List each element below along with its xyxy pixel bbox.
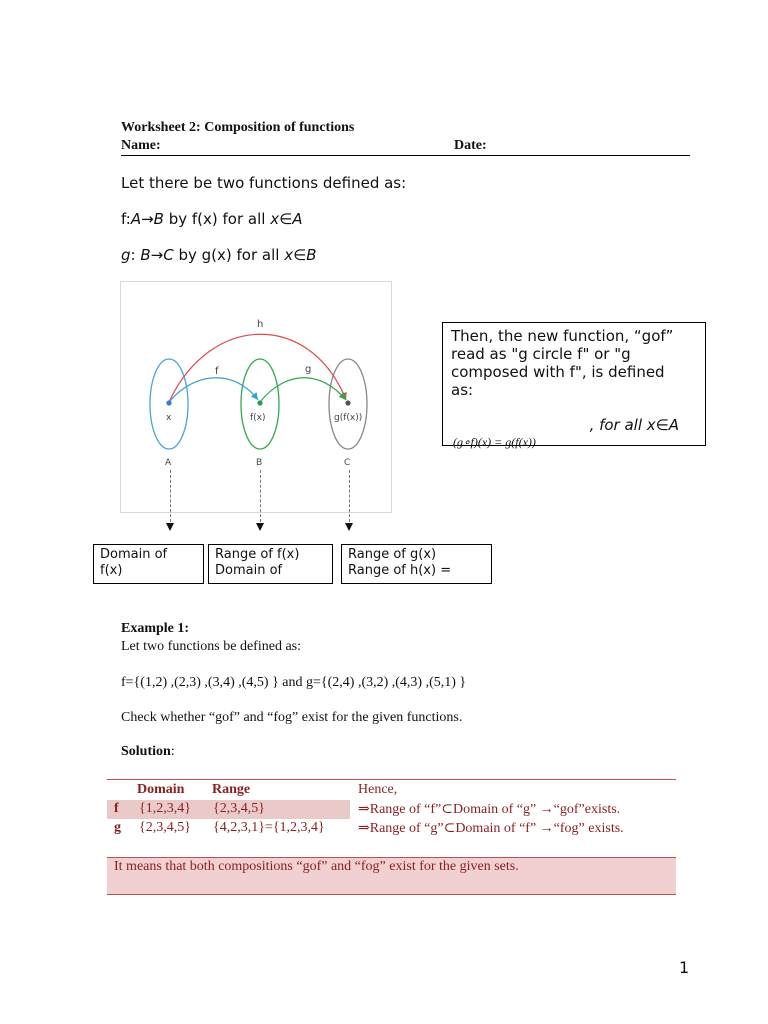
arrow-a-head <box>166 523 174 531</box>
page-number: 1 <box>679 958 690 977</box>
date-label: Date: <box>454 138 487 153</box>
arrow-c-line <box>349 470 350 522</box>
solution-label: Solution <box>121 744 171 759</box>
arrow-c-head <box>345 523 353 531</box>
gfx-label: g(f(x)) <box>334 413 363 423</box>
g-label: g <box>305 364 312 375</box>
name-date-row <box>121 138 690 156</box>
fx-point <box>257 400 262 405</box>
colon: : <box>125 210 131 228</box>
example-line-3: Check whether “gof” and “fog” exist for the given functions. <box>121 710 463 725</box>
row-f-range: {2,3,4,5} <box>213 801 265 816</box>
box-a-line-1: Domain of <box>100 547 168 562</box>
h-label: h <box>257 319 264 330</box>
set-a-symbol: A <box>130 210 142 228</box>
arrow-a-line <box>170 470 171 522</box>
set-c-label: C <box>344 458 351 468</box>
worksheet-title: Worksheet 2: Composition of functions <box>121 120 355 135</box>
gfx-point <box>345 400 350 405</box>
box-c-line-1: Range of g(x) <box>348 547 437 562</box>
conclusion-2: ⇒Range of “g”⊂Domain of “f” →“fog” exists. <box>358 821 624 836</box>
x-label: x <box>166 413 172 423</box>
f-label: f <box>215 366 219 377</box>
f-symbol: f <box>121 210 126 228</box>
box-c-line-2: Range of h(x) = <box>348 563 452 578</box>
gof-formula: (g∘f)(x) = g(f(x)) <box>453 435 536 449</box>
name-label: Name: <box>121 138 161 153</box>
box-b-line-1: Range of f(x) <box>215 547 300 562</box>
range-g-box <box>341 544 492 584</box>
row-g-label: g <box>114 820 121 835</box>
gof-for-all: , for all x∈A <box>589 416 679 434</box>
box-b-line-2: Domain of <box>215 563 283 578</box>
set-a-label: A <box>165 458 172 468</box>
composition-diagram <box>120 281 392 513</box>
hence-text: Hence, <box>358 782 398 797</box>
solution-table <box>107 779 676 894</box>
gof-line-3: composed with f", is defined <box>451 363 665 381</box>
example-line-2: f={(1,2) ,(2,3) ,(3,4) ,(4,5) } and g={(2,4) ,(3,2) ,(4,3) ,(5,1) } <box>121 675 467 690</box>
set-b-label: B <box>256 458 263 468</box>
set-b-symbol: B <box>153 210 164 228</box>
conclusion-1: ⇒Range of “f”⊂Domain of “g” →“gof”exists. <box>358 802 621 817</box>
example-title: Example 1: <box>121 621 190 636</box>
set-c-symbol: C <box>163 246 174 264</box>
table-footer-text: It means that both compositions “gof” and “fog” exist for the given sets. <box>114 859 519 874</box>
gof-line-2: read as "g circle f" or "g <box>451 345 631 363</box>
element-of-symbol: ∈ <box>279 210 293 228</box>
solution-colon: : <box>170 744 175 759</box>
intro-line-3 <box>121 246 316 264</box>
g-arrow <box>260 378 346 402</box>
domain-f-box <box>93 544 204 584</box>
arrow-symbol: → <box>150 246 164 264</box>
table-top-rule <box>107 779 676 780</box>
set-symbol: A <box>292 210 303 228</box>
header-domain: Domain <box>137 782 185 797</box>
intro-text: by f(x) for all <box>163 210 271 228</box>
x-symbol: x <box>270 210 280 228</box>
row-f-label: f <box>114 801 119 816</box>
intro-text: by g(x) for all <box>173 246 285 264</box>
colon: : <box>130 246 141 264</box>
intro-line-2 <box>121 210 302 228</box>
row-g-domain: {2,3,4,5} <box>139 820 191 835</box>
arrow-b-head <box>256 523 264 531</box>
box-a-line-2: f(x) <box>100 563 123 578</box>
range-f-box <box>208 544 333 584</box>
x-point <box>166 400 171 405</box>
row-f-domain: {1,2,3,4} <box>139 801 191 816</box>
fx-label: f(x) <box>250 413 266 423</box>
arrow-symbol: → <box>141 210 154 228</box>
x-symbol: x <box>284 246 294 264</box>
h-arrow <box>169 334 346 402</box>
example-line-1: Let two functions be defined as: <box>121 639 302 654</box>
gof-line-4: as: <box>451 381 474 399</box>
intro-line-1: Let there be two functions defined as: <box>121 174 407 192</box>
g-symbol: g <box>121 246 131 264</box>
arrow-b-line <box>260 470 261 522</box>
gof-line-1: Then, the new function, “gof” <box>451 327 674 345</box>
element-of-symbol: ∈ <box>293 246 307 264</box>
composition-diagram-svg <box>121 282 391 512</box>
f-arrow <box>169 378 258 402</box>
gof-definition-box <box>442 322 706 449</box>
row-g-range: {4,2,3,1}={1,2,3,4} <box>213 820 325 835</box>
set-b-symbol: B <box>140 246 151 264</box>
solution-heading <box>121 744 175 760</box>
set-symbol: B <box>306 246 317 264</box>
header-range: Range <box>212 782 251 797</box>
